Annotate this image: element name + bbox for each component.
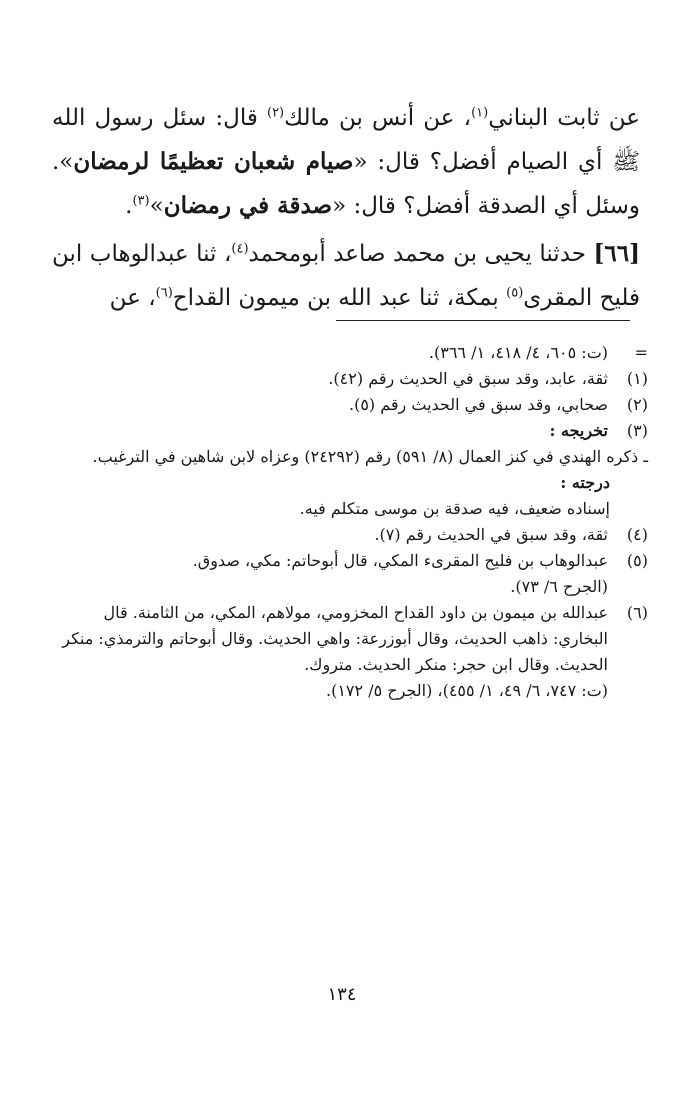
footnote-1	[52, 366, 648, 392]
footnote-3	[52, 418, 648, 444]
text-run: »	[149, 193, 164, 219]
footnote-text	[52, 548, 608, 600]
main-text	[52, 96, 640, 320]
footnote-text: صحابي، وقد سبق في الحديث رقم (٥).	[349, 395, 608, 414]
text-run: .	[125, 193, 133, 219]
text-run: ، عن	[109, 285, 156, 311]
footnote-6	[52, 600, 648, 704]
page-number: ١٣٤	[327, 984, 357, 1005]
footnote-number: (٥)	[626, 551, 648, 570]
footnote-3-heading-2: درجته :	[560, 473, 610, 492]
continuation-marker: =	[634, 343, 648, 362]
footnote-4	[52, 522, 648, 548]
text-run: حدثنا يحيى بن محمد صاعد أبومحمد	[248, 241, 594, 267]
footnote-number: (٣)	[626, 421, 648, 440]
prophet-quote-2: صدقة في رمضان	[163, 192, 333, 219]
paragraph-2	[52, 232, 640, 320]
footnote-text-line: عبدالله بن ميمون بن داود القداح المخزومي، مولاهم، المكي، من الثامنة. قال البخاري: ذاهب الحديث، وقال أبوزرعة: واهي الحديث. وقال أبوحاتم والترمذي: منكر الحديث. وقال ابن حجر: منكر الحديث. متروك.	[62, 603, 608, 674]
paragraph-1	[52, 96, 640, 228]
footnote-continuation	[52, 340, 648, 366]
footnote-heading: تخريجه :	[549, 421, 608, 440]
footnote-marker-2[interactable]: (٢)	[266, 105, 285, 121]
footnote-marker-5[interactable]: (٥)	[506, 285, 524, 301]
text-run: بمكة، ثنا عبد الله بن ميمون القداح	[172, 285, 507, 311]
footnote-number: (٢)	[626, 395, 648, 414]
footnotes	[52, 340, 648, 704]
footnote-marker-1[interactable]: (١)	[471, 105, 489, 121]
footnote-number: (٦)	[626, 603, 648, 622]
footnote-marker-6[interactable]: (٦)	[155, 285, 173, 301]
footnote-text: ثقة، عابد، وقد سبق في الحديث رقم (٤٢).	[328, 369, 608, 388]
text-run: ، ثنا عبدالوهاب ابن فليح المقرى	[52, 241, 640, 311]
footnote-3-line-1: ـ ذكره الهندي في كنز العمال (٨/ ٥٩١) رقم (٢٤٢٩٢) وعزاه لابن شاهين في الترغيب.	[92, 447, 648, 466]
text-run: عن ثابت البناني	[488, 105, 641, 131]
footnote-text: ثقة، وقد سبق في الحديث رقم (٧).	[374, 525, 608, 544]
text-run: قال: سئل رسول الله ﷺ أي الصيام أفضل؟ قال: «	[52, 105, 640, 175]
footnote-number: (٤)	[626, 525, 648, 544]
prophet-quote-1: صيام شعبان تعظيمًا لرمضان	[73, 148, 354, 175]
footnote-number: (١)	[626, 369, 648, 388]
footnote-5	[52, 548, 648, 600]
footnote-text	[52, 600, 608, 704]
text-run: ، عن أنس بن مالك	[284, 105, 472, 131]
text-run: ». وسئل أي الصدقة أفضل؟ قال: «	[52, 149, 640, 219]
footnote-marker-4[interactable]: (٤)	[231, 241, 249, 257]
footnote-text-line: (ت: ٧٤٧، ٦/ ٤٩، ١/ ٤٥٥)، (الجرح ٥/ ١٧٢).	[326, 681, 608, 700]
footnote-marker-3[interactable]: (٣)	[132, 193, 150, 209]
footnote-text-line: (الجرح ٦/ ٧٣).	[510, 577, 608, 596]
hadith-number: [٦٦]	[593, 240, 640, 267]
footnote-text: (ت: ٦٠٥، ٤/ ٤١٨، ١/ ٣٦٦).	[428, 343, 608, 362]
footnote-divider	[336, 320, 630, 321]
footnote-2	[52, 392, 648, 418]
footnote-text-line: عبدالوهاب بن فليح المقرىء المكي، قال أبوحاتم: مكي، صدوق.	[192, 551, 608, 570]
footnote-3-line-2: إسناده ضعيف، فيه صدقة بن موسى متكلم فيه.	[299, 499, 610, 518]
